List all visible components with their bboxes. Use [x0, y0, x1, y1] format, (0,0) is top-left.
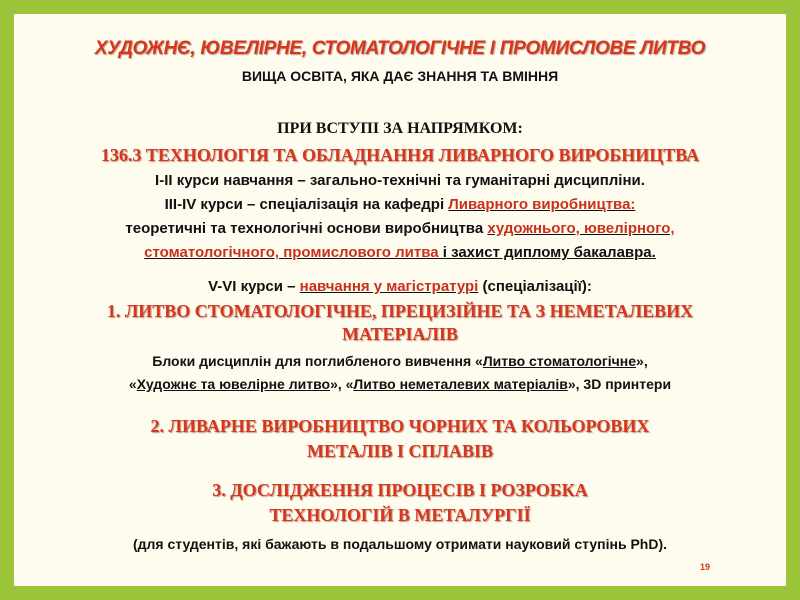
courses-1-2: І-ІІ курси навчання – загально-технічні та гуманітарні дисципліни.: [155, 172, 645, 189]
spec3-line2: ТЕХНОЛОГІЙ В МЕТАЛУРГІЇ: [269, 505, 531, 525]
blocks-sep-1: »,: [636, 353, 648, 369]
theory-cont-text: і захист диплому бакалавра.: [438, 244, 656, 261]
block-item-1: Литво стоматологічне: [482, 353, 637, 369]
theory-text: теоретичні та технологічні основи виробництва: [125, 220, 488, 237]
admission-heading: ПРИ ВСТУПІ ЗА НАПРЯМКОМ:: [277, 120, 523, 137]
spec1-line1: 1. ЛИТВО СТОМАТОЛОГІЧНЕ, ПРЕЦИЗІЙНЕ ТА З НЕМЕТАЛЕВИХ: [106, 301, 694, 321]
theory-cont-highlight: стоматологічного, промислового литва: [144, 244, 439, 261]
blocks-sep-2: », «: [330, 376, 354, 392]
program-title: 136.3 ТЕХНОЛОГІЯ ТА ОБЛАДНАННЯ ЛИВАРНОГО ВИРОБНИЦТВА: [100, 145, 700, 165]
blocks-line2: [14, 376, 786, 392]
phd-note: (для студентів, які бажають в подальшому отримати науковий ступінь PhD).: [132, 536, 668, 552]
theory-highlight: художнього, ювелірного,: [487, 220, 675, 237]
masters-highlight: навчання у магістратурі: [299, 278, 479, 295]
blocks-text: Блоки дисциплін для поглибленого вивчення «: [152, 353, 483, 369]
slide-subtitle: ВИЩА ОСВІТА, ЯКА ДАЄ ЗНАННЯ ТА ВМІННЯ: [241, 68, 559, 84]
spec1-line2: МАТЕРІАЛІВ: [342, 324, 458, 344]
theory-line: [14, 220, 786, 237]
slide-title: ХУДОЖНЄ, ЮВЕЛІРНЕ, СТОМАТОЛОГІЧНЕ І ПРОМИСЛОВЕ ЛИТВО: [94, 38, 706, 59]
slide: [14, 14, 786, 586]
blocks-line1: [14, 353, 786, 369]
blocks-suffix: », 3D принтери: [567, 376, 672, 392]
block-item-2: Художнє та ювелірне литво: [136, 376, 331, 392]
blocks-open-2: «: [128, 376, 137, 392]
spec3-line1: 3. ДОСЛІДЖЕННЯ ПРОЦЕСІВ І РОЗРОБКА: [212, 480, 588, 500]
page-number: 19: [700, 562, 711, 572]
courses-5-6-suffix: (спеціалізації):: [478, 278, 592, 295]
spec2-line1: 2. ЛИВАРНЕ ВИРОБНИЦТВО ЧОРНИХ ТА КОЛЬОРОВИХ: [150, 416, 650, 436]
courses-3-4-text: ІІІ-ІV курси – спеціалізація на кафедрі: [164, 196, 449, 213]
spec2-line2: МЕТАЛІВ І СПЛАВІВ: [307, 441, 493, 461]
block-item-3: Литво неметалевих матеріалів: [353, 376, 568, 392]
courses-5-6: [14, 278, 786, 295]
department-link: Ливарного виробництва:: [448, 196, 636, 213]
theory-cont-line: [14, 244, 786, 261]
courses-3-4: [14, 196, 786, 213]
courses-5-6-text: V-VІ курси –: [208, 278, 300, 295]
